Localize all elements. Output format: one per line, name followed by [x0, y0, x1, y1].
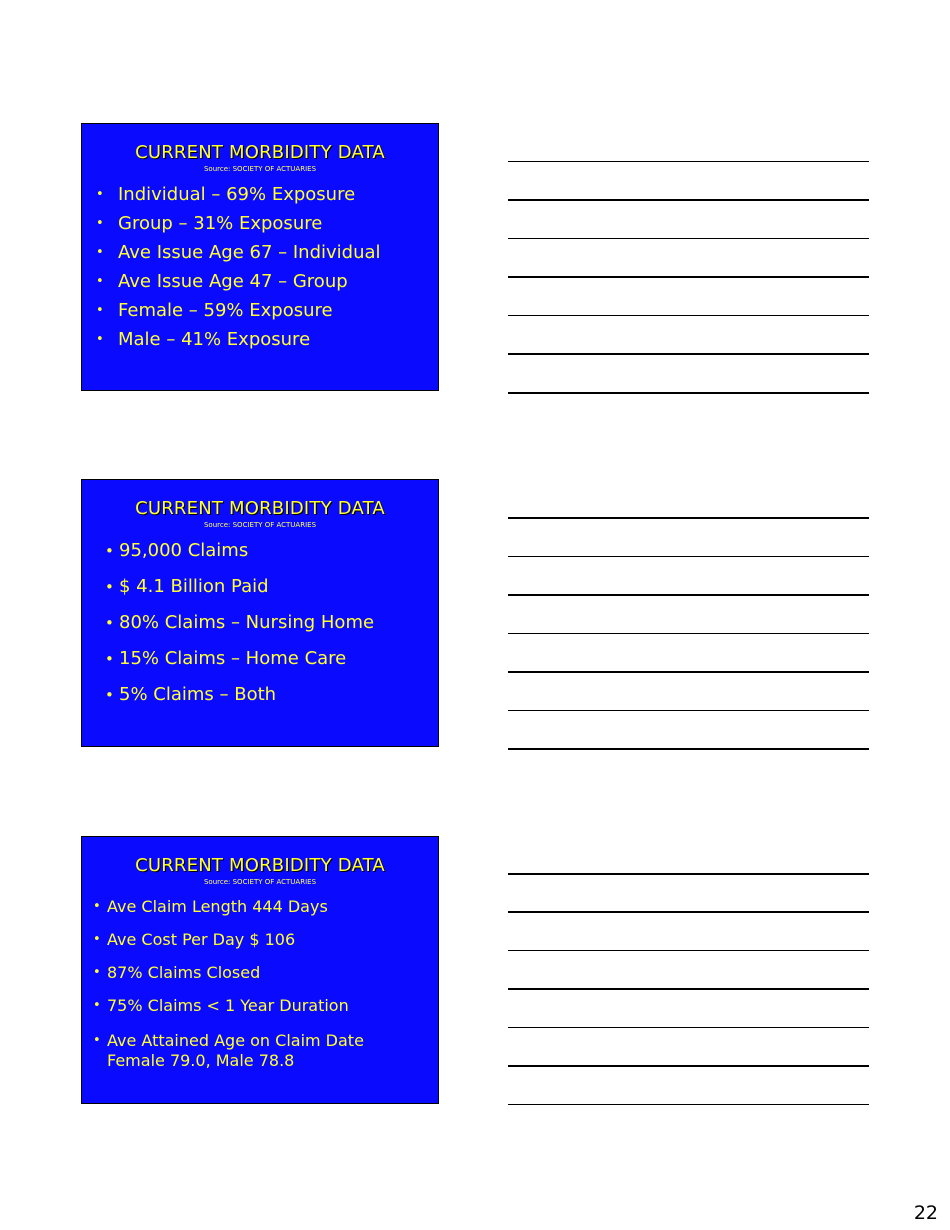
note-line	[508, 315, 869, 316]
bullet-item	[82, 272, 438, 301]
note-line	[508, 633, 869, 634]
bullet-item	[82, 930, 438, 963]
bullet-dot-icon: •	[105, 686, 114, 704]
bullet-dot-icon: •	[96, 216, 104, 231]
slide-source: Source: SOCIETY OF ACTUARIES	[203, 521, 317, 529]
bullet-dot-icon: •	[93, 998, 101, 1013]
note-line	[508, 1065, 869, 1067]
bullet-item	[82, 1031, 407, 1071]
bullet-dot-icon: •	[105, 578, 114, 596]
bullet-dot-icon: •	[105, 542, 114, 560]
bullet-text: 95,000 Claims	[119, 540, 249, 561]
bullet-item	[82, 684, 438, 720]
bullet-item	[82, 963, 438, 996]
bullet-item	[82, 301, 438, 330]
bullet-item	[82, 576, 438, 612]
page-number: 22	[913, 1202, 938, 1224]
bullet-text: Ave Claim Length 444 Days	[107, 897, 328, 916]
note-line	[508, 238, 869, 239]
bullet-text: 75% Claims < 1 Year Duration	[107, 996, 349, 1015]
note-line	[508, 988, 869, 990]
bullet-item	[82, 540, 438, 576]
slide-title: CURRENT MORBIDITY DATA	[135, 855, 385, 876]
slide-title: CURRENT MORBIDITY DATA	[135, 498, 385, 519]
slide-source: Source: SOCIETY OF ACTUARIES	[203, 878, 317, 886]
bullet-list	[82, 540, 438, 720]
note-line	[508, 950, 869, 951]
bullet-text: Group – 31% Exposure	[118, 213, 323, 234]
slide-3	[81, 836, 439, 1104]
bullet-dot-icon: •	[105, 650, 114, 668]
slide-source: Source: SOCIETY OF ACTUARIES	[203, 165, 317, 173]
bullet-item	[82, 648, 438, 684]
note-line	[508, 671, 869, 673]
bullet-text: Ave Issue Age 67 – Individual	[118, 242, 381, 263]
note-line	[508, 710, 869, 711]
bullet-dot-icon: •	[93, 965, 101, 980]
bullet-text: Ave Issue Age 47 – Group	[118, 271, 348, 292]
note-line	[508, 1104, 869, 1105]
bullet-text: 80% Claims – Nursing Home	[119, 612, 375, 633]
note-line	[508, 517, 869, 519]
bullet-item	[82, 330, 438, 359]
bullet-dot-icon: •	[96, 332, 104, 347]
note-line	[508, 873, 869, 875]
bullet-text: Male – 41% Exposure	[118, 329, 311, 350]
note-line	[508, 556, 869, 557]
note-line	[508, 276, 869, 278]
bullet-text: Individual – 69% Exposure	[118, 184, 356, 205]
bullet-dot-icon: •	[96, 303, 104, 318]
bullet-item	[82, 897, 438, 930]
bullet-text: $ 4.1 Billion Paid	[119, 576, 269, 597]
bullet-text: 5% Claims – Both	[119, 684, 277, 705]
bullet-dot-icon: •	[96, 187, 104, 202]
bullet-dot-icon: •	[105, 614, 114, 632]
bullet-item	[82, 612, 438, 648]
bullet-list	[82, 185, 438, 359]
bullet-item	[82, 996, 438, 1029]
note-line	[508, 161, 869, 162]
bullet-dot-icon: •	[96, 245, 104, 260]
bullet-text: Ave Attained Age on Claim Date Female 79.0, Male 78.8	[107, 1031, 364, 1070]
bullet-text: Ave Cost Per Day $ 106	[107, 930, 296, 949]
note-line	[508, 199, 869, 201]
slide-2	[81, 479, 439, 747]
bullet-list	[82, 897, 438, 1071]
slide-1	[81, 123, 439, 391]
bullet-dot-icon: •	[93, 1033, 101, 1048]
bullet-dot-icon: •	[93, 932, 101, 947]
note-line	[508, 392, 869, 394]
slide-title: CURRENT MORBIDITY DATA	[135, 142, 385, 163]
bullet-text: Female – 59% Exposure	[118, 300, 333, 321]
bullet-item	[82, 185, 438, 214]
note-line	[508, 353, 869, 355]
bullet-text: 15% Claims – Home Care	[119, 648, 347, 669]
bullet-item	[82, 243, 438, 272]
note-line	[508, 911, 869, 913]
note-line	[508, 594, 869, 596]
bullet-dot-icon: •	[96, 274, 104, 289]
bullet-text: 87% Claims Closed	[107, 963, 261, 982]
note-line	[508, 1027, 869, 1028]
bullet-dot-icon: •	[93, 899, 101, 914]
note-line	[508, 748, 869, 750]
bullet-item	[82, 214, 438, 243]
